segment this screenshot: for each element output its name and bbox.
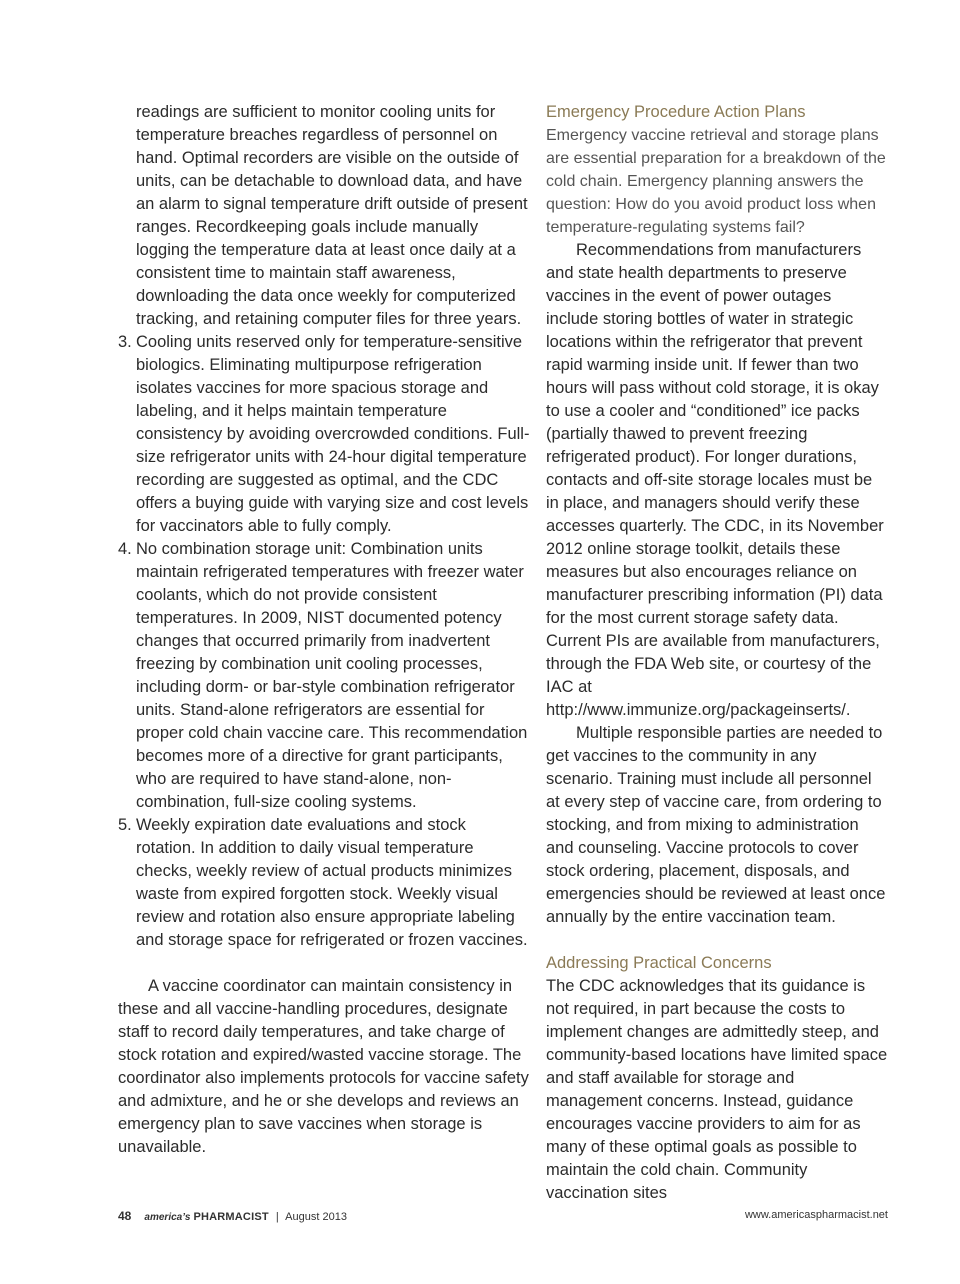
- footer-url: www.americaspharmacist.net: [744, 1209, 888, 1221]
- section-heading-emergency: Emergency Procedure Action Plans: [546, 103, 806, 121]
- list-item-text: Weekly expiration date evaluations and stock rotation. In addition to daily visual temperature checks, weekly review of actual products minimizes waste from expired forgotten stock. Weekly visual review and rotation also ensure appropriate labeling and storage space for refrigerated or frozen vaccines.: [136, 816, 528, 949]
- list-item-text: No combination storage unit: Combination units maintain refrigerated temperatures with freezer water coolants, which do not provide consistent temperatures. In 2009, NIST documented potency changes that occurred primarily from inadvertent freezing by combination unit cooling processes, including dorm- or bar-style combination refrigerator units. Stand-alone refrigerators are essential for proper cold chain vaccine care. This recommendation becomes more of a directive for grant participants, who are required to have stand-alone, non-combination, full-size cooling systems.: [136, 540, 528, 811]
- emergency-lead-paragraph: Emergency vaccine retrieval and storage plans are essential preparation for a breakdown of the cold chain. Emergency planning answers the question: How do you avoid product loss when temperature-regulating systems fail?: [546, 127, 886, 236]
- coordinator-paragraph: A vaccine coordinator can maintain consistency in these and all vaccine-handling procedures, designate staff to record daily temperatures, and take charge of stock rotation and expired/wasted vaccine storage. The coordinator also implements protocols for vaccine safety and admixture, and he or she develops and reviews an emergency plan to save vaccines when storage is unavailable.: [118, 977, 529, 1156]
- magazine-name: PHARMACIST: [193, 1211, 269, 1223]
- concerns-paragraph: The CDC acknowledges that its guidance is not required, in part because the costs to implement changes are admittedly steep, and community-based locations have limited space and staff available for storage and management concerns. Instead, guidance encourages vaccine providers to aim for as many of these optimal goals as possible to maintain the cold chain. Community vaccination sites: [546, 977, 888, 1202]
- recommendations-paragraph: Recommendations from manufacturers and state health departments to preserve vaccines in the event of power outages include storing bottles of water in strategic locations within the refrigerator that prevent rapid warming inside unit. If fewer than two hours will pass without cold storage, it is okay to use a cooler and “conditioned” ice packs (partially thawed to prevent freezing refrigerated product). For longer durations, contacts and off-site storage locales must be in place, and managers should verify these accesses quarterly. The CDC, in its November 2012 online storage toolkit, details these measures but also encourages reliance on manufacturer prescribing information (PI) data for the most current storage safety data. Current PIs are available from manufacturers, through the FDA Web site, or courtesy of the IAC at http://www.immunize.org/packageinserts/.: [546, 241, 884, 719]
- paragraph-spacer: [546, 929, 888, 952]
- page-number: 48: [118, 1209, 132, 1223]
- list-item: [118, 331, 530, 538]
- issue-date: August 2013: [285, 1211, 347, 1223]
- magazine-prefix: america’s: [144, 1212, 191, 1223]
- list-number: 3.: [118, 333, 132, 351]
- list-item: [118, 538, 530, 814]
- section-heading-concerns: Addressing Practical Concerns: [546, 954, 772, 972]
- left-column: [118, 101, 530, 1159]
- footer-separator: |: [275, 1211, 279, 1223]
- numbered-list: [118, 331, 530, 952]
- list-item: [118, 814, 530, 952]
- right-column: [546, 101, 888, 1205]
- list-number: 4.: [118, 540, 132, 558]
- paragraph-spacer: [118, 952, 530, 975]
- responsible-parties-paragraph: Multiple responsible parties are needed to get vaccines to the community in any scenario. Training must include all personnel at every step of vaccine care, from ordering to stocking, and from mixing to administration and counseling. Vaccine protocols to cover stock ordering, placement, disposals, and emergencies should be reviewed at least once annually by the entire vaccination team.: [546, 724, 886, 926]
- intro-paragraph: readings are sufficient to monitor cooling units for temperature breaches regardless of personnel on hand. Optimal recorders are visible on the outside of units, can be detachable to download data, and have an alarm to signal temperature drift outside of present ranges. Recordkeeping goals include manually logging the temperature data at least once daily at a consistent time to maintain staff awareness, downloading the data once weekly for computerized tracking, and retaining computer files for three years.: [136, 103, 528, 328]
- footer-left: [118, 1209, 347, 1223]
- list-item-text: Cooling units reserved only for temperature-sensitive biologics. Eliminating multipurpose refrigeration isolates vaccines for more spacious storage and labeling, and it helps maintain temperature consistency by avoiding overcrowded conditions. Full-size refrigerator units with 24-hour digital temperature recording are suggested as optimal, and the CDC offers a buying guide with varying size and cost levels for vaccinators able to fully comply.: [136, 333, 530, 535]
- list-number: 5.: [118, 816, 132, 834]
- page-footer: [118, 1209, 888, 1227]
